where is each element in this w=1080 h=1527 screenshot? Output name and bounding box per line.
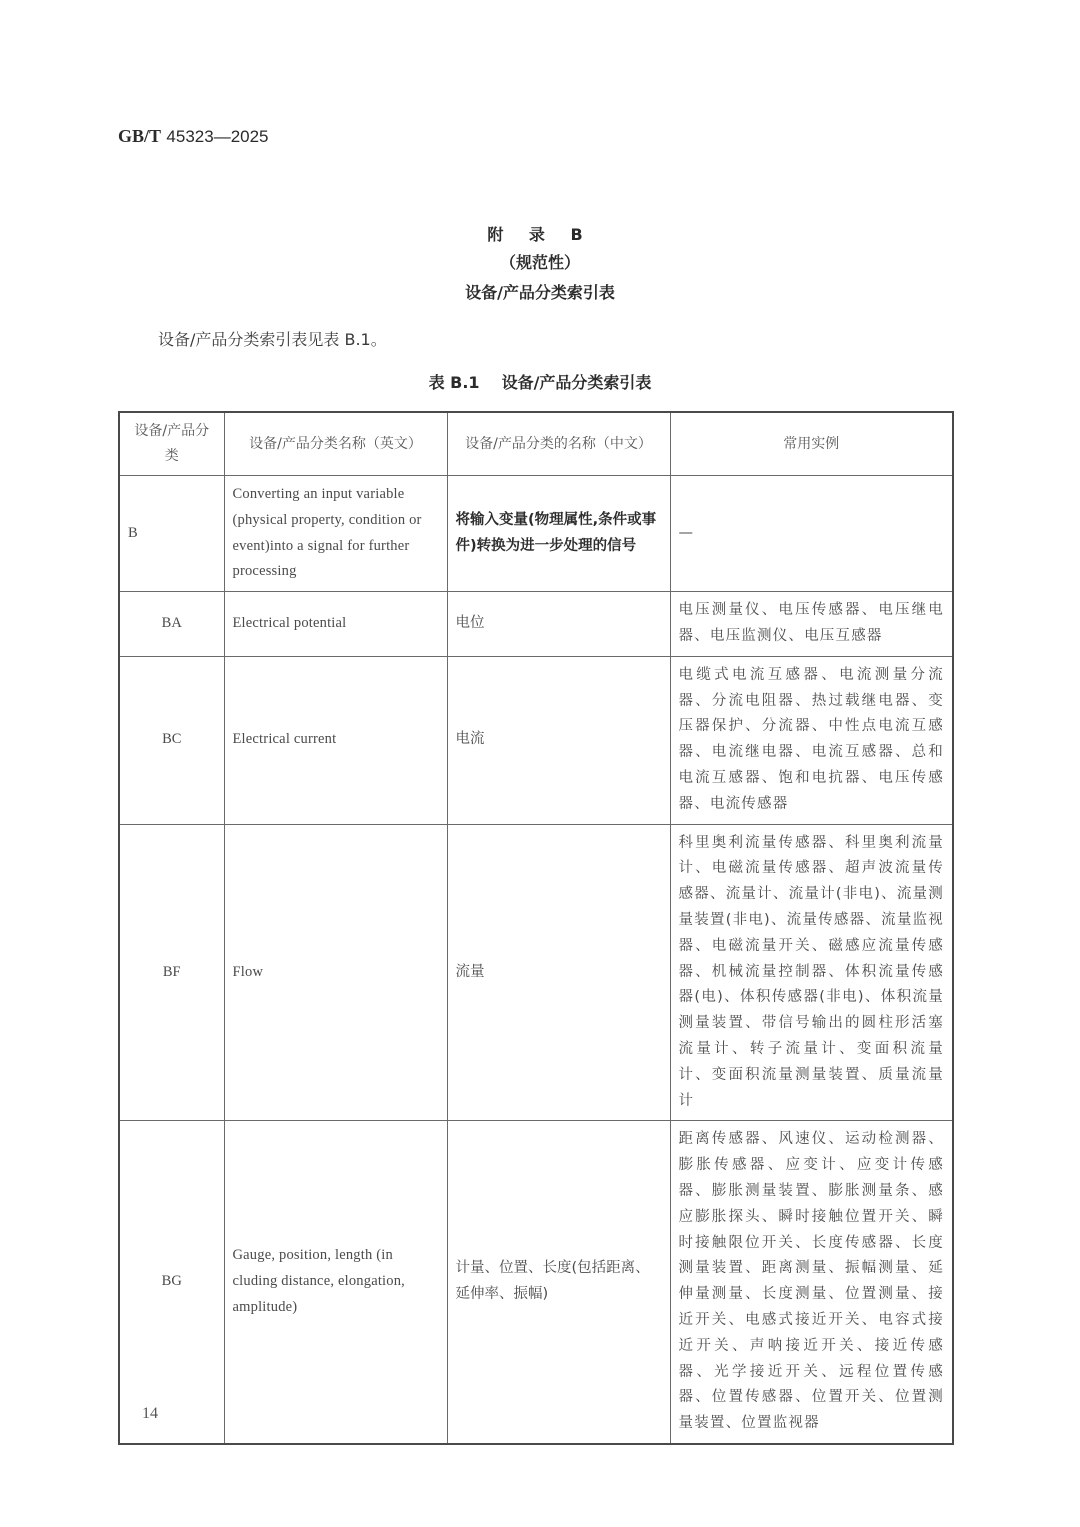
appendix-title: 附 录 B [487, 225, 593, 244]
cell-code: BG [119, 1121, 224, 1444]
standard-number: 45323—2025 [166, 127, 269, 146]
table-row [119, 824, 953, 1121]
cell-name-zh: 电流 [447, 656, 670, 824]
table-caption [0, 370, 1080, 393]
cell-name-zh: 电位 [447, 592, 670, 657]
table-header-row [119, 412, 953, 476]
cell-name-en: Electrical potential [224, 592, 447, 657]
cell-examples: 电缆式电流互感器、电流测量分流器、分流电阻器、热过载继电器、变压器保护、分流器、中性点电流互感器、电流继电器、电流互感器、总和电流互感器、饱和电抗器、电压传感器、电流传感器 [670, 656, 953, 824]
appendix-name: 设备/产品分类索引表 [465, 283, 615, 302]
table-row [119, 592, 953, 657]
cell-examples: — [670, 476, 953, 592]
cell-name-en: Electrical current [224, 656, 447, 824]
table-row [119, 1121, 953, 1444]
classification-index-table [118, 411, 954, 1445]
appendix-nature: （规范性） [499, 253, 580, 272]
cell-code: BF [119, 824, 224, 1121]
table-caption-number: 表 B.1 [428, 373, 480, 392]
cell-examples: 距离传感器、风速仪、运动检测器、膨胀传感器、应变计、应变计传感器、膨胀测量装置、膨胀测量条、感应膨胀探头、瞬时接触位置开关、瞬时接触限位开关、长度传感器、长度测量装置、距离测量、振幅测量、延伸量测量、长度测量、位置测量、接近开关、电感式接近开关、电容式接近开关、声呐接近开关、接近传感器、光学接近开关、远程位置传感器、位置传感器、位置开关、位置测量装置、位置监视器 [670, 1121, 953, 1444]
cell-code: BA [119, 592, 224, 657]
cell-name-zh: 流量 [447, 824, 670, 1121]
header-examples: 常用实例 [670, 412, 953, 476]
header-code: 设备/产品分类 [119, 412, 224, 476]
cell-name-en: Gauge, position, length (in cluding distance, elongation, amplitude) [224, 1121, 447, 1444]
header-name-zh: 设备/产品分类的名称（中文） [447, 412, 670, 476]
standard-code [118, 126, 269, 147]
cell-name-en: Converting an input variable (physical property, condition or event)into a signal for further processing [224, 476, 447, 592]
cell-name-zh: 将输入变量(物理属性,条件或事件)转换为进一步处理的信号 [447, 476, 670, 592]
table-row [119, 476, 953, 592]
page-number: 14 [142, 1405, 158, 1422]
cell-name-en: Flow [224, 824, 447, 1121]
standard-prefix: GB/T [118, 126, 162, 146]
cell-name-zh: 计量、位置、长度(包括距离、延伸率、振幅) [447, 1121, 670, 1444]
header-name-en: 设备/产品分类名称（英文） [224, 412, 447, 476]
intro-paragraph: 设备/产品分类索引表见表 B.1。 [158, 330, 387, 349]
cell-code: BC [119, 656, 224, 824]
cell-examples: 电压测量仪、电压传感器、电压继电器、电压监测仪、电压互感器 [670, 592, 953, 657]
table-row [119, 656, 953, 824]
table-caption-title: 设备/产品分类索引表 [501, 373, 652, 392]
cell-code: B [119, 476, 224, 592]
cell-examples: 科里奥利流量传感器、科里奥利流量计、电磁流量传感器、超声波流量传感器、流量计、流量计(非电)、流量测量装置(非电)、流量传感器、流量监视器、电磁流量开关、磁感应流量传感器、机械流量控制器、体积流量传感器(电)、体积传感器(非电)、体积流量测量装置、带信号输出的圆柱形活塞流量计、转子流量计、变面积流量计、变面积流量测量装置、质量流量计 [670, 824, 953, 1121]
